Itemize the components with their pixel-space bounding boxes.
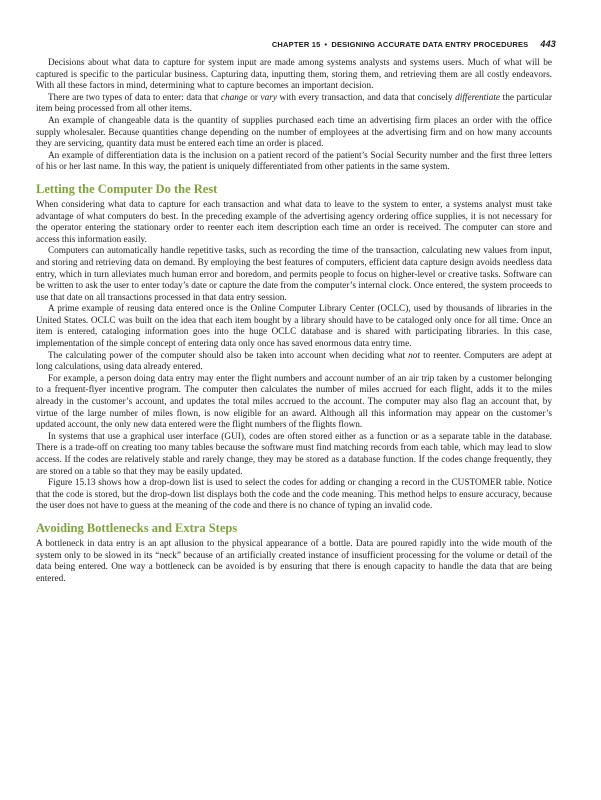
paragraph-changeable-data: An example of changeable data is the quantity of supplies purchased each time an advertising firm places an order with the office supply wholesaler. Because quantities change depending on the number of employees at the advertising firm and on how many accounts they are servicing, quantity data must be entered each time an order is placed. bbox=[36, 115, 552, 150]
text-run: to reenter. Computers are adept at long calculations, using data already entered. bbox=[36, 350, 552, 373]
paragraph-two-types bbox=[36, 93, 552, 116]
paragraph-differentiation-data: An example of differentiation data is the inclusion on a patient record of the patient’s Social Security number and the first three letters of his or her last name. In this way, the patient is uniquely differentiated from other patients in the same system. bbox=[36, 150, 552, 173]
paragraph-figure-reference: Figure 15.13 shows how a drop-down list is used to select the codes for adding or changing a record in the CUSTOMER table. Notice that the code is stored, but the drop-down list displays both the code and the code meaning. This method helps to ensure accuracy, because the user does not have to guess at the meaning of the code and there is no chance of typing an invalid code. bbox=[36, 478, 552, 512]
paragraph-decisions: Decisions about what data to capture for system input are made among systems analysts and systems users. Much of what will be captured is specific to the particular business. Capturing data, inputting them, storing them, and retrieving them are all costly endeavors. With all these factors in mind, determining what to capture becomes an important decision. bbox=[36, 58, 552, 92]
running-head bbox=[0, 39, 556, 49]
paragraph-bottleneck: A bottleneck in data entry is an apt allusion to the physical appearance of a bottle. Data are poured rapidly into the wide mouth of the system only to be slowed in its “neck” because of an artificially created instance of insufficient processing for the volume or detail of the data being entered. One way a bottleneck can be avoided is by ensuring that there is enough capacity to handle the data that are being entered. bbox=[36, 538, 552, 584]
body-text bbox=[36, 58, 552, 585]
chapter-label: CHAPTER 15 bbox=[271, 40, 321, 49]
emphasis-change: change bbox=[220, 92, 248, 103]
paragraph-repetitive-tasks: Computers can automatically handle repetitive tasks, such as recording the time of the transaction, calculating new values from input, and storing and retrieving data on demand. By employing the best features of computers, efficient data capture design avoids needless data entry, which in turn alleviates much human error and boredom, and permits people to focus on higher-level or creative tasks. Software can be written to ask the user to enter today’s date or capture the date from the computer’s internal clock. Once entered, the system proceeds to use that date on all transactions processed in that data entry session. bbox=[36, 246, 552, 303]
paragraph-considering: When considering what data to capture for each transaction and what data to leave to the system to enter, a systems analyst must take advantage of what computers do best. In the preceding example of the advertising agency ordering office supplies, it is not necessary for the operator entering the stationary order to reenter each item description each time an order is received. The computer can store and access this information easily. bbox=[36, 199, 552, 245]
header-separator: • bbox=[324, 40, 328, 49]
text-run: or bbox=[247, 92, 261, 103]
text-run: There are two types of data to enter: data that bbox=[48, 92, 221, 103]
text-run: the particular item being processed from all other items. bbox=[36, 92, 552, 115]
text-run: with every transaction, and data that concisely bbox=[276, 92, 456, 103]
section-heading-computer: Letting the Computer Do the Rest bbox=[36, 181, 218, 196]
paragraph-frequent-flyer: For example, a person doing data entry may enter the flight numbers and account number of an air trip taken by a customer belonging to a frequent-flyer incentive program. The computer then calculates the number of miles accrued for each flight, adds it to the miles already in the customer’s account, and updates the total miles accrued to the account. The computer may also flag an account that, by virtue of the large number of miles flown, is now eligible for an award. Although all this information may appear on the customer’s updated account, the only new data entered were the flight numbers of the flights flown. bbox=[36, 373, 552, 431]
emphasis-differentiate: differentiate bbox=[455, 92, 501, 103]
paragraph-calculating bbox=[36, 351, 552, 374]
paragraph-gui-codes: In systems that use a graphical user interface (GUI), codes are often stored either as a function or as a separate table in the database. There is a trade-off on creating too many tables because the software must find matching records from each table, which may lead to slow access. If the codes are relatively stable and rarely change, they may be stored as a database function. If the codes change frequently, they are stored on a table so that they may be easily updated. bbox=[36, 431, 552, 477]
page-number: 443 bbox=[540, 39, 556, 49]
paragraph-oclc: A prime example of reusing data entered once is the Online Computer Library Center (OCLC), used by thousands of libraries in the United States. OCLC was built on the idea that each item bought by a library should have to be cataloged only once for all time. Once an item is entered, cataloging information goes into the huge OCLC database and is shared with participating libraries. In this case, implementation of the simple concept of entering data only once has saved enormous data entry time. bbox=[36, 304, 552, 350]
emphasis-not: not bbox=[408, 350, 420, 361]
chapter-title: DESIGNING ACCURATE DATA ENTRY PROCEDURES bbox=[331, 40, 529, 49]
text-run: The calculating power of the computer should also be taken into account when deciding what bbox=[48, 350, 409, 361]
emphasis-vary: vary bbox=[260, 92, 277, 103]
section-heading-bottlenecks: Avoiding Bottlenecks and Extra Steps bbox=[36, 520, 238, 535]
